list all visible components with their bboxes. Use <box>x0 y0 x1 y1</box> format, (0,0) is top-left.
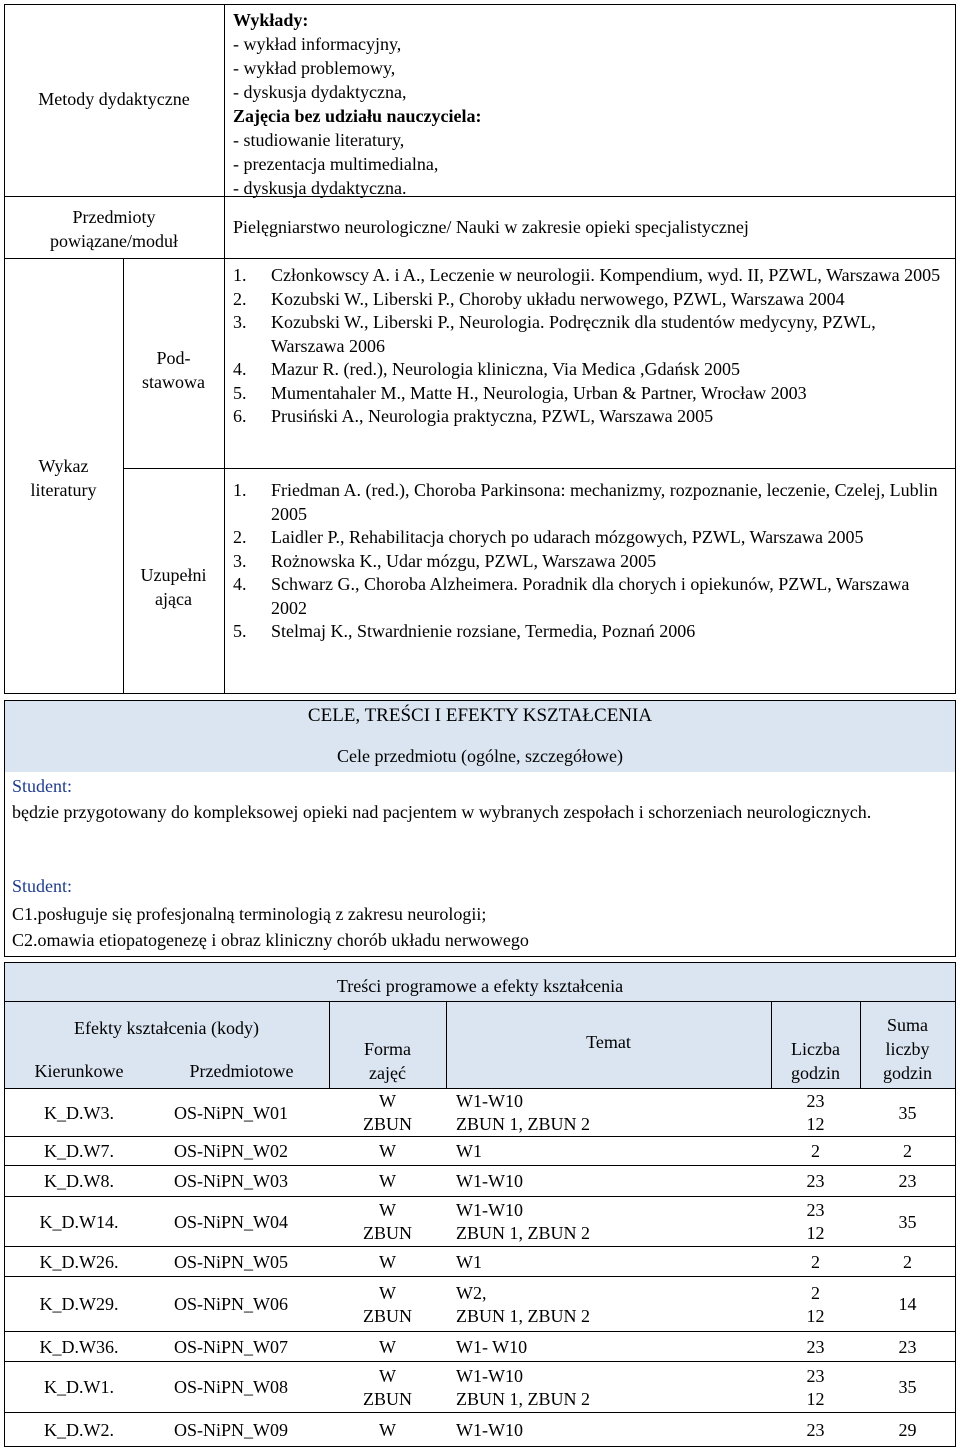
suma-cell <box>860 1251 955 1274</box>
cell-line: 2 <box>811 1141 820 1161</box>
reference-item <box>233 479 945 526</box>
reference-item <box>233 288 945 312</box>
cell-line: W <box>379 1251 396 1272</box>
forma-cell <box>329 1336 446 1359</box>
cell-line: W <box>379 1091 396 1111</box>
cell-line: W1-W10 <box>456 1419 523 1440</box>
reference-text: Mazur R. (red.), Neurologia kliniczna, Via Medica ,Gdańsk 2005 <box>271 359 740 379</box>
suma-cell <box>860 1293 955 1316</box>
kierunkowe-cell <box>4 1251 154 1274</box>
cell-line: K_D.W2. <box>44 1419 114 1440</box>
cell-line: ZBUN <box>363 1305 412 1326</box>
suma-cell <box>860 1211 955 1234</box>
header-line: Forma <box>364 1039 411 1059</box>
reference-number: 3. <box>233 550 247 571</box>
cell-line: 23 <box>806 1365 825 1386</box>
methods-label: Metody dydaktyczne <box>38 89 190 109</box>
kierunkowe-cell <box>4 1419 154 1442</box>
liczba-cell <box>771 1419 860 1442</box>
cell-line: W <box>379 1419 396 1440</box>
reference-item <box>233 264 945 288</box>
cell-line: OS-NiPN_W01 <box>174 1102 289 1123</box>
forma-cell <box>329 1365 446 1411</box>
temat-cell <box>456 1251 771 1274</box>
self-study-item: - prezentacja multimedialna, <box>233 154 439 174</box>
cell-line: 14 <box>898 1294 917 1314</box>
reference-item <box>233 405 945 429</box>
cell-line: 35 <box>898 1377 917 1397</box>
cell-line: OS-NiPN_W05 <box>174 1251 289 1272</box>
reference-text: Stelmaj K., Stwardnienie rozsiane, Termedia, Poznań 2006 <box>271 621 696 641</box>
cell-line: OS-NiPN_W08 <box>174 1377 289 1397</box>
cell-line: K_D.W7. <box>44 1141 114 1161</box>
forma-cell <box>329 1090 446 1136</box>
temat-cell <box>456 1090 771 1136</box>
cell-line: OS-NiPN_W03 <box>174 1171 289 1191</box>
liczba-cell <box>771 1336 860 1359</box>
header-line: liczby <box>885 1039 930 1059</box>
cell-line: 2 <box>903 1141 912 1161</box>
goal-c1: C1.posługuje się profesjonalną terminologią z zakresu neurologii; <box>12 904 487 924</box>
student-label: Student: <box>12 876 73 896</box>
cell-line: W <box>379 1171 396 1191</box>
reference-number: 5. <box>233 382 247 403</box>
reference-text: Członkowscy A. i A., Leczenie w neurologii. Kompendium, wyd. II, PZWL, Warszawa 2005 <box>271 265 941 285</box>
self-study-item: - dyskusja dydaktyczna. <box>233 178 407 198</box>
reference-number: 2. <box>233 288 247 309</box>
cell-line: 12 <box>806 1388 825 1409</box>
suma-cell <box>860 1336 955 1359</box>
lecture-item: - wykład informacyjny, <box>233 34 402 54</box>
effects-codes-header: Efekty kształcenia (kody) <box>74 1018 259 1038</box>
student-label: Student: <box>12 776 73 796</box>
reference-text: Friedman A. (red.), Choroba Parkinsona: mechanizmy, rozpoznanie, leczenie, Czelej, Lublin 2005 <box>271 480 938 524</box>
forma-cell <box>329 1140 446 1163</box>
przedmiotowe-cell <box>174 1376 329 1399</box>
forma-cell <box>329 1419 446 1442</box>
cell-line: ZBUN 1, ZBUN 2 <box>456 1114 590 1134</box>
related-value: Pielęgniarstwo neurologiczne/ Nauki w zakresie opieki specjalistycznej <box>233 217 749 237</box>
forma-cell <box>329 1199 446 1245</box>
cell-line: K_D.W1. <box>44 1377 114 1397</box>
liczba-cell <box>771 1170 860 1193</box>
cell-line: W <box>379 1365 396 1386</box>
temat-cell <box>456 1170 771 1193</box>
cell-line: 23 <box>806 1200 825 1220</box>
cell-line: 23 <box>898 1336 917 1357</box>
kierunkowe-cell <box>4 1293 154 1316</box>
cell-line: 2 <box>903 1251 912 1272</box>
forma-cell <box>329 1170 446 1193</box>
self-study-item: - studiowanie literatury, <box>233 130 405 150</box>
temat-cell <box>456 1199 771 1245</box>
reference-text: Prusiński A., Neurologia praktyczna, PZWL, Warszawa 2005 <box>271 406 714 426</box>
przedmiotowe-cell <box>174 1140 329 1163</box>
kierunkowe-cell <box>4 1170 154 1193</box>
cell-line: ZBUN <box>363 1388 412 1409</box>
cell-line: 35 <box>898 1102 917 1123</box>
cell-line: K_D.W3. <box>44 1102 114 1123</box>
reference-text: Schwarz G., Choroba Alzheimera. Poradnik dla chorych i opiekunów, PZWL, Warszawa 2002 <box>271 574 910 618</box>
header-line: zajęć <box>369 1063 406 1083</box>
suma-header <box>860 1013 955 1085</box>
general-goal-text: będzie przygotowany do kompleksowej opieki nad pacjentem w wybranych zespołach i schorzeniach neurologicznych. <box>12 802 872 822</box>
cell-line: OS-NiPN_W02 <box>174 1141 289 1161</box>
przedmiotowe-cell <box>174 1419 329 1442</box>
reference-number: 6. <box>233 406 247 426</box>
temat-cell <box>456 1336 771 1359</box>
kierunkowe-header: Kierunkowe <box>34 1061 124 1081</box>
cell-line: 2 <box>811 1251 820 1272</box>
cell-line: W <box>379 1141 396 1161</box>
cell-line: 23 <box>806 1336 825 1357</box>
cell-line: 35 <box>898 1211 917 1232</box>
goal-c2: C2.omawia etiopatogenezę i obraz kliniczny chorób układu nerwowego <box>12 930 529 950</box>
reference-number: 1. <box>233 265 247 285</box>
reference-text: Mumentahaler M., Matte H., Neurologia, Urban & Partner, Wrocław 2003 <box>271 382 807 403</box>
liczba-cell <box>771 1140 860 1163</box>
methods-content <box>233 8 948 200</box>
cell-line: W1-W10 <box>456 1091 523 1111</box>
przedmiotowe-cell <box>174 1293 329 1316</box>
cell-line: 12 <box>806 1114 825 1134</box>
przedmiotowe-cell <box>174 1170 329 1193</box>
basic-literature-label <box>123 346 224 394</box>
literature-label-line: literatury <box>30 480 97 500</box>
suma-cell <box>860 1102 955 1125</box>
reference-item <box>233 358 945 382</box>
basic-label-line: Pod- <box>156 348 191 368</box>
header-line: godzin <box>883 1063 932 1083</box>
cell-line: ZBUN 1, ZBUN 2 <box>456 1305 590 1326</box>
temat-cell <box>456 1419 771 1442</box>
przedmiotowe-header: Przedmiotowe <box>189 1061 294 1081</box>
cell-line: OS-NiPN_W06 <box>174 1294 289 1314</box>
przedmiotowe-cell <box>174 1336 329 1359</box>
liczba-cell <box>771 1199 860 1245</box>
liczba-cell <box>771 1282 860 1328</box>
reference-item <box>233 382 945 406</box>
cell-line: ZBUN 1, ZBUN 2 <box>456 1388 590 1409</box>
cell-line: K_D.W8. <box>44 1171 114 1191</box>
cell-line: W1- W10 <box>456 1336 528 1357</box>
cell-line: W1-W10 <box>456 1171 523 1191</box>
cell-line: W <box>379 1282 396 1303</box>
lecture-item: - wykład problemowy, <box>233 58 396 78</box>
header-line: Liczba <box>791 1039 840 1059</box>
przedmiotowe-cell <box>174 1251 329 1274</box>
goals-main-heading: CELE, TREŚCI I EFEKTY KSZTAŁCENIA <box>307 705 653 726</box>
basic-label-line: stawowa <box>142 372 205 392</box>
reference-text: Kozubski W., Liberski P., Choroby układu nerwowego, PZWL, Warszawa 2004 <box>271 288 845 309</box>
reference-number: 5. <box>233 621 247 641</box>
cell-line: 12 <box>806 1305 825 1326</box>
header-line: godzin <box>791 1063 840 1083</box>
cell-line: 23 <box>898 1171 917 1191</box>
kierunkowe-cell <box>4 1336 154 1359</box>
cell-line: K_D.W36. <box>39 1336 119 1357</box>
cell-line: W <box>379 1200 396 1220</box>
cell-line: 23 <box>806 1419 825 1440</box>
reference-item <box>233 311 945 358</box>
cell-line: W1-W10 <box>456 1200 523 1220</box>
cell-line: ZBUN <box>363 1114 412 1134</box>
przedmiotowe-cell <box>174 1211 329 1234</box>
literature-label <box>4 454 123 502</box>
cell-line: K_D.W29. <box>39 1294 119 1314</box>
kierunkowe-cell <box>4 1211 154 1234</box>
suma-cell <box>860 1170 955 1193</box>
cell-line: ZBUN <box>363 1223 412 1243</box>
cell-line: 23 <box>806 1091 825 1111</box>
supplementary-literature-list <box>233 479 945 644</box>
liczba-cell <box>771 1251 860 1274</box>
reference-number: 4. <box>233 359 247 379</box>
related-label-line: Przedmioty <box>72 207 156 227</box>
reference-number: 2. <box>233 527 247 547</box>
reference-number: 3. <box>233 312 247 332</box>
suma-cell <box>860 1376 955 1399</box>
forma-header <box>329 1037 446 1085</box>
kierunkowe-cell <box>4 1376 154 1399</box>
goals-sub-heading: Cele przedmiotu (ogólne, szczegółowe) <box>337 746 623 766</box>
reference-text: Laidler P., Rehabilitacja chorych po udarach mózgowych, PZWL, Warszawa 2005 <box>271 527 864 547</box>
reference-item <box>233 573 945 620</box>
cell-line: K_D.W14. <box>39 1211 119 1232</box>
forma-cell <box>329 1251 446 1274</box>
supp-label-line: ająca <box>155 589 192 609</box>
cell-line: W2, <box>456 1282 487 1303</box>
cell-line: 12 <box>806 1223 825 1243</box>
suma-cell <box>860 1419 955 1442</box>
header-line: Suma <box>886 1015 928 1035</box>
literature-label-line: Wykaz <box>38 456 89 476</box>
lectures-heading: Wykłady: <box>233 10 309 30</box>
cell-line: W1 <box>456 1251 482 1272</box>
reference-item <box>233 620 945 644</box>
supplementary-literature-label <box>123 563 224 611</box>
related-label <box>4 205 224 253</box>
suma-cell <box>860 1140 955 1163</box>
lecture-item: - dyskusja dydaktyczna, <box>233 82 407 102</box>
cell-line: OS-NiPN_W09 <box>174 1419 289 1440</box>
basic-literature-list <box>233 264 945 429</box>
forma-cell <box>329 1282 446 1328</box>
liczba-cell <box>771 1090 860 1136</box>
liczba-header <box>771 1037 860 1085</box>
content-heading: Treści programowe a efekty kształcenia <box>336 976 624 996</box>
reference-number: 1. <box>233 480 247 500</box>
cell-line: OS-NiPN_W04 <box>174 1211 289 1232</box>
cell-line: W1-W10 <box>456 1365 523 1386</box>
cell-line: 23 <box>806 1171 825 1191</box>
reference-item <box>233 526 945 550</box>
temat-header: Temat <box>586 1032 631 1052</box>
cell-line: 29 <box>898 1419 917 1440</box>
temat-cell <box>456 1282 771 1328</box>
cell-line: 2 <box>811 1282 820 1303</box>
temat-cell <box>456 1140 771 1163</box>
liczba-cell <box>771 1365 860 1411</box>
cell-line: ZBUN 1, ZBUN 2 <box>456 1223 590 1243</box>
kierunkowe-cell <box>4 1140 154 1163</box>
przedmiotowe-cell <box>174 1102 329 1125</box>
self-study-heading: Zajęcia bez udziału nauczyciela: <box>233 106 482 126</box>
cell-line: W1 <box>456 1141 482 1161</box>
related-label-line: powiązane/moduł <box>50 231 178 251</box>
reference-text: Kozubski W., Liberski P., Neurologia. Podręcznik dla studentów medycyny, PZWL, Warszawa 2006 <box>271 312 876 356</box>
cell-line: K_D.W26. <box>39 1251 119 1272</box>
reference-item <box>233 550 945 574</box>
cell-line: W <box>379 1336 396 1357</box>
supp-label-line: Uzupełni <box>140 565 207 585</box>
temat-cell <box>456 1365 771 1411</box>
reference-number: 4. <box>233 574 247 594</box>
kierunkowe-cell <box>4 1102 154 1125</box>
reference-text: Rożnowska K., Udar mózgu, PZWL, Warszawa 2005 <box>271 550 657 571</box>
cell-line: OS-NiPN_W07 <box>174 1336 289 1357</box>
